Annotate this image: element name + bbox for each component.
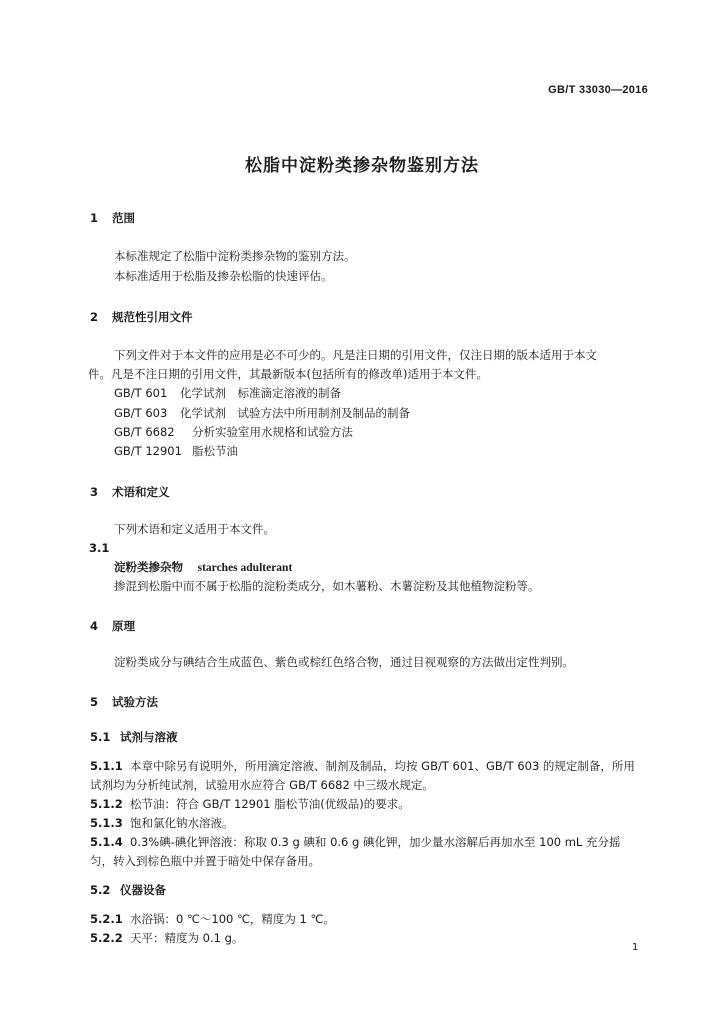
section-number: 3	[90, 485, 99, 499]
clause-text: 水浴锅：0 ℃～100 ℃，精度为 1 ℃。	[130, 912, 335, 926]
clause-number: 5.2.2	[90, 931, 123, 945]
reference-item	[90, 383, 684, 403]
standard-number: GB/T 33030—2016	[548, 84, 648, 96]
reference-title: 脂松节油	[192, 444, 238, 458]
reference-title: 分析实验室用水规格和试验方法	[192, 425, 353, 439]
term-chinese: 淀粉类掺杂物	[114, 560, 183, 574]
page-number: 1	[632, 942, 639, 953]
term-definition: 掺混到松脂中而不属于松脂的淀粉类成分，如木薯粉、木薯淀粉及其他植物淀粉等。	[114, 579, 540, 593]
section-title: 试验方法	[112, 695, 158, 709]
subsection-title: 试剂与溶液	[120, 730, 178, 744]
section-title: 术语和定义	[112, 485, 170, 499]
clause-text: 饱和氯化钠水溶液。	[130, 816, 234, 830]
clause-5-2-1	[90, 909, 660, 929]
section-1-paragraph-2: 本标准适用于松脂及掺杂松脂的快速评估。	[114, 269, 333, 283]
clause-number: 5.1.4	[90, 835, 123, 849]
reference-item	[90, 441, 684, 461]
subsection-5-2-heading	[90, 880, 660, 900]
clause-5-1-1-line-2: 试剂均为分析纯试剂，试验用水应符合 GB/T 6682 中三级水规定。	[90, 778, 434, 792]
section-title: 原理	[112, 619, 135, 633]
subsection-5-1-heading	[90, 727, 660, 747]
section-3-heading	[90, 482, 660, 502]
reference-code: GB/T 6682	[114, 425, 175, 439]
subsection-title: 仪器设备	[120, 883, 166, 897]
subsection-number: 5.2	[90, 883, 111, 897]
reference-item	[90, 422, 684, 442]
clause-number: 5.1.1	[90, 759, 123, 773]
clause-5-1-4-line-2: 匀，转入到棕色瓶中并置于暗处中保存备用。	[90, 854, 320, 868]
reference-item	[90, 403, 684, 423]
reference-title: 化学试剂 标准滴定溶液的制备	[180, 386, 341, 400]
document-title: 松脂中淀粉类掺杂物鉴别方法	[245, 156, 479, 176]
section-number: 1	[90, 211, 99, 225]
subsection-number: 5.1	[90, 730, 111, 744]
section-4-heading	[90, 616, 660, 636]
section-1-paragraph-1: 本标准规定了松脂中淀粉类掺杂物的鉴别方法。	[114, 249, 356, 263]
clause-5-1-1-line-1	[90, 756, 660, 776]
clause-number: 5.1.2	[90, 797, 123, 811]
clause-5-1-4-line-1	[90, 832, 660, 852]
clause-number: 5.1.3	[90, 816, 123, 830]
clause-text: 天平：精度为 0.1 g。	[130, 931, 244, 945]
section-number: 2	[90, 310, 99, 324]
clause-text: 松节油：符合 GB/T 12901 脂松节油(优级品)的要求。	[130, 797, 410, 811]
section-1-heading	[90, 208, 660, 228]
clause-text: 本章中除另有说明外，所用滴定溶液、制剂及制品，均按 GB/T 601、GB/T 603 的规定制备，所用	[130, 759, 635, 773]
clause-number: 5.2.1	[90, 912, 123, 926]
term-number: 3.1	[89, 541, 110, 555]
clause-text: 0.3%碘-碘化钾溶液：称取 0.3 g 碘和 0.6 g 碘化钾，加少量水溶解后再加水至 100 mL 充分摇	[130, 835, 621, 849]
reference-code: GB/T 12901	[114, 444, 182, 458]
reference-title: 化学试剂 试验方法中所用制剂及制品的制备	[180, 406, 410, 420]
section-4-paragraph: 淀粉类成分与碘结合生成蓝色、紫色或棕红色络合物，通过目视观察的方法做出定性判别。	[114, 655, 574, 669]
clause-5-2-2	[90, 928, 660, 948]
section-2-paragraph-line-1: 下列文件对于本文件的应用是必不可少的。凡是注日期的引用文件，仅注日期的版本适用于本文	[114, 348, 597, 362]
clause-5-1-2	[90, 794, 660, 814]
reference-code: GB/T 601	[114, 386, 168, 400]
section-2-paragraph-line-2: 件。凡是不注日期的引用文件，其最新版本(包括所有的修改单)适用于本文件。	[88, 367, 488, 381]
section-number: 4	[90, 619, 99, 633]
section-3-paragraph: 下列术语和定义适用于本文件。	[114, 522, 275, 536]
reference-code: GB/T 603	[114, 406, 168, 420]
term-english: starches adulterant	[197, 562, 293, 574]
section-title: 规范性引用文件	[112, 310, 193, 324]
clause-5-1-3	[90, 813, 660, 833]
term-entry	[90, 557, 660, 578]
section-number: 5	[90, 695, 99, 709]
section-2-heading	[90, 307, 660, 327]
section-5-heading	[90, 692, 660, 712]
section-title: 范围	[112, 211, 135, 225]
